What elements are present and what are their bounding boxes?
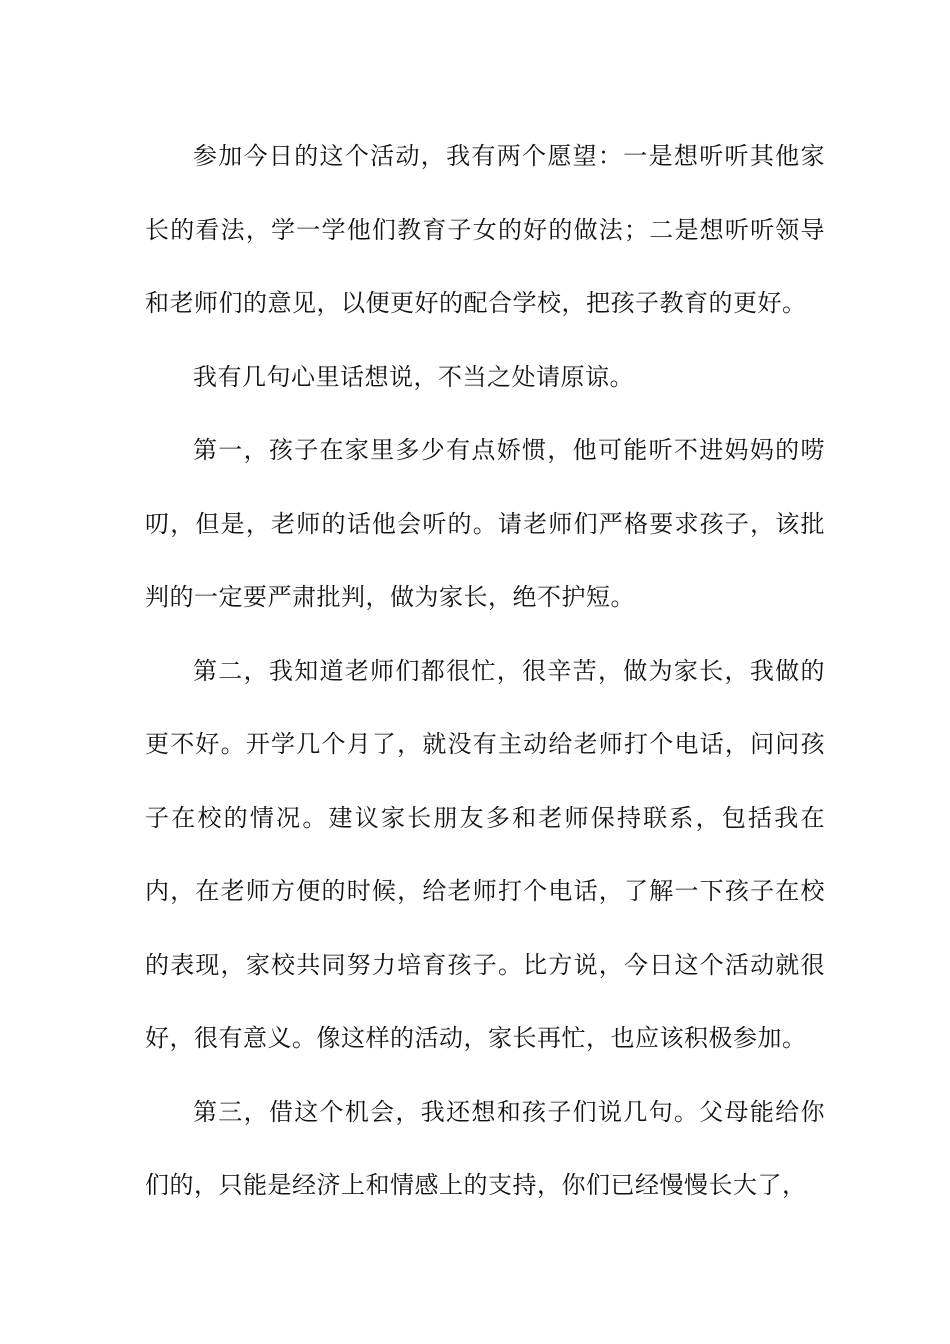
paragraph-2: 我有几句心里话想说，不当之处请原谅。: [193, 362, 634, 391]
paragraph-5: 第三，借这个机会，我还想和孩子们说几句。父母能给你们的，只能是经济上和情感上的支持，你们已经慢慢长大了，: [145, 1097, 825, 1199]
document-body: [145, 120, 825, 1223]
paragraph-1: 参加今日的这个活动，我有两个愿望：一是想听听其他家长的看法，学一学他们教育子女的好的做法；二是想听听领导和老师们的意见，以便更好的配合学校，把孩子教育的更好。: [145, 142, 825, 317]
paragraph-4: 第二，我知道老师们都很忙，很辛苦，做为家长，我做的更不好。开学几个月了，就没有主动给老师打个电话，问问孩子在校的情况。建议家长朋友多和老师保持联系，包括我在内，在老师方便的时候，给老师打个电话，了解一下孩子在校的表现，家校共同努力培育孩子。比方说，今日这个活动就很好，很有意义。像这样的活动，家长再忙，也应该积极参加。: [145, 656, 825, 1052]
paragraph-3: 第一，孩子在家里多少有点娇惯，他可能听不进妈妈的唠叨，但是，老师的话他会听的。请老师们严格要求孩子，该批判的一定要严肃批判，做为家长，绝不护短。: [145, 436, 825, 611]
